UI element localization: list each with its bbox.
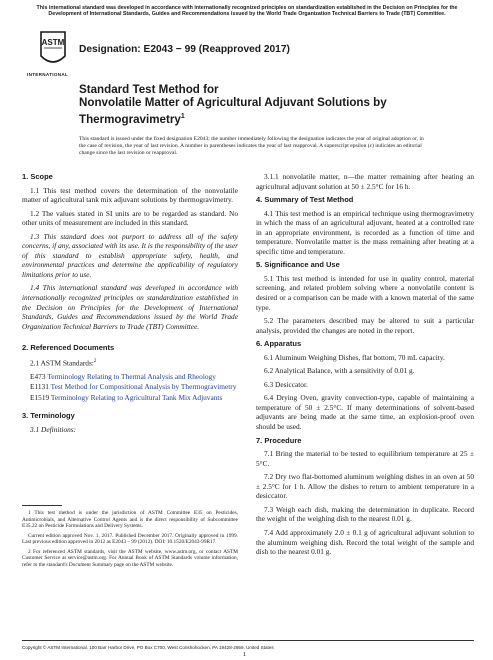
para-1-4: 1.4 This international standard was developed in accordance with internationally recognized principles on standardization established in the Decision on Principles for the Development of International Standards, Guides and Recommendations issued by the World Trade Organization Technical Barriers to Trade (TBT) Committee.	[22, 283, 238, 331]
para-7-4: 7.4 Add approximately 2.0 ± 0.1 g of agricultural adjuvant solution to the aluminum weighing dish. Record the total weight of the sample and dish to the nearest 0.01 g.	[256, 527, 474, 557]
copyright-line: Copyright © ASTM International, 100 Barr Harbor Drive, PO Box C700, West Conshohocken, PA 19428-2959. United States	[22, 645, 274, 650]
para-3-1: 3.1 Definitions:	[30, 424, 77, 434]
para-7-3: 7.3 Weigh each dish, making the determination in duplicate. Record the weight of the weighing dish to the nearest 0.01 g.	[256, 504, 474, 524]
section-summary-heading: 4. Summary of Test Method	[256, 195, 354, 205]
para-7-1: 7.1 Bring the material to be tested to equilibrium temperature at 25 ± 5°C.	[256, 449, 474, 468]
para-2-1: 2.1 ASTM Standards:$^2$	[30, 358, 97, 368]
logo-subtitle: INTERNATIONAL	[27, 72, 69, 77]
svg-text:ASTM: ASTM	[41, 38, 65, 47]
section-terminology-heading: 3. Terminology	[22, 411, 75, 421]
para-5-2: 5.2 The parameters described may be altered to suit a particular analysis, provided the changes are noted in the report.	[256, 316, 474, 335]
reference-e473: E473 Terminology Relating to Thermal Analysis and Rheology	[30, 371, 216, 381]
reference-e1131: E1131 Test Method for Compositional Analysis by Thermogravimetry	[30, 382, 237, 392]
section-apparatus-heading: 6. Apparatus	[256, 339, 302, 349]
issuance-note: This standard is issued under the fixed designation E2043; the number immediately following the designation indicates the year of original adoption or, in the case of revision, the year of last revision. A number in parentheses indicates the year of last reapproval. A superscript epsilon (ε) indicates an editorial change since the last revision or reapproval.	[79, 136, 424, 157]
right-column	[256, 172, 474, 561]
footnotes	[22, 505, 238, 571]
para-3-1-1: 3.1.1 nonvolatile matter, n—the matter remaining after heating an agricultural adjuvant solution at 50 ± 2.5°C for 16 h.	[256, 172, 474, 191]
astm-logo-icon	[38, 30, 68, 70]
footer-rule	[22, 640, 474, 641]
section-references-heading: 2. Referenced Documents	[22, 343, 115, 353]
designation: Designation: E2043 − 99 (Reapproved 2017)	[79, 44, 290, 55]
reference-e1519: E1519 Terminology Relating to Agricultural Tank Mix Adjuvants	[30, 392, 223, 402]
title-line-1: Standard Test Method for	[79, 83, 219, 96]
left-column	[22, 172, 238, 438]
para-4-1: 4.1 This test method is an empirical technique using thermogravimetry in which the mass of an agricultural adjuvant, heated at a controlled rate in an appropriate environment, is recorded as a function of time and temperature. Nonvolatile matter is the mass remaining after heating at a specific time and temperature.	[256, 208, 474, 256]
para-6-4: 6.4 Drying Oven, gravity convection-type, capable of maintaining a temperature of 50 ± 2.5°C. If many determinations of solvent-based adjuvants are being made at the same time, an explosion-proof oven should be used.	[256, 393, 474, 432]
tbt-notice: This international standard was developed in accordance with internationally recognized principles on standardization established in the Decision on Principles for the Development of International Standards, Guides and Recommendations issued by the World Trade Organization Technical Barriers to Trade (TBT) Committee.	[36, 5, 458, 18]
title-line-2: Nonvolatile Matter of Agricultural Adjuvant Solutions by	[79, 96, 387, 110]
section-significance-heading: 5. Significance and Use	[256, 260, 340, 270]
title-footnote-marker: 1	[180, 112, 185, 120]
para-5-1: 5.1 This test method is intended for use in quality control, material screening, and related problem solving where a nonvolatile content is desired or a comparison can be made with a known material of the same type.	[256, 273, 474, 312]
para-7-2: 7.2 Dry two flat-bottomed aluminum weighing dishes in an oven at 50 ± 2.5°C for 1 h. Allow the dishes to return to ambient temperature in a desiccator.	[256, 472, 474, 501]
para-6-2: 6.2 Analytical Balance, with a sensitivity of 0.01 g.	[264, 366, 415, 376]
footnote-1: 1 This test method is under the jurisdiction of ASTM Committee E35 on Pesticides, Antimicrobials, and Alternative Control Agents and is the direct responsibility of Subcommittee E35.22 on Pesticide Formulations and Delivery Systems.	[22, 510, 238, 529]
footnote-1-edition: Current edition approved Nov. 1, 2017. Published December 2017. Originally approved in 1999. Last previous edition approved in 2012 as E2043 – 99 (2012). DOI: 10.1520/E2043-99R17.	[22, 532, 238, 545]
reference-e1519-link[interactable]: Terminology Relating to Agricultural Tank Mix Adjuvants	[50, 392, 223, 402]
title-line-3: Thermogravimetry$^1$	[79, 112, 185, 126]
para-1-1: 1.1 This test method covers the determination of the nonvolatile matter of agricultural tank mix adjuvant solutions by thermogravimetry.	[22, 185, 238, 205]
para-6-3: 6.3 Desiccator.	[264, 379, 308, 389]
para-1-3: 1.3 This standard does not purport to address all of the safety concerns, if any, associated with its use. It is the responsibility of the user of this standard to establish appropriate safety, health, and environmental practices and determine the applicability of regulatory limitations prior to use.	[22, 231, 238, 279]
para-1-2: 1.2 The values stated in SI units are to be regarded as standard. No other units of measurement are included in this standard.	[22, 208, 238, 228]
section-procedure-heading: 7. Procedure	[256, 435, 302, 445]
footnote-2: 2 For referenced ASTM standards, visit the ASTM website, www.astm.org, or contact ASTM Customer Service at service@astm.org. For Annual Book of ASTM Standards volume information, refer to the standard's Document Summary page on the ASTM website.	[22, 548, 238, 568]
para-6-1: 6.1 Aluminum Weighing Dishes, flat bottom, 70 mL capacity.	[264, 352, 445, 362]
section-scope-heading: 1. Scope	[22, 172, 53, 181]
reference-e473-link[interactable]: Terminology Relating to Thermal Analysis and Rheology	[47, 371, 216, 381]
document-title	[79, 83, 459, 126]
page-number: 1	[243, 651, 247, 658]
reference-e1131-link[interactable]: Test Method for Compositional Analysis by Thermogravimetry	[50, 382, 237, 392]
